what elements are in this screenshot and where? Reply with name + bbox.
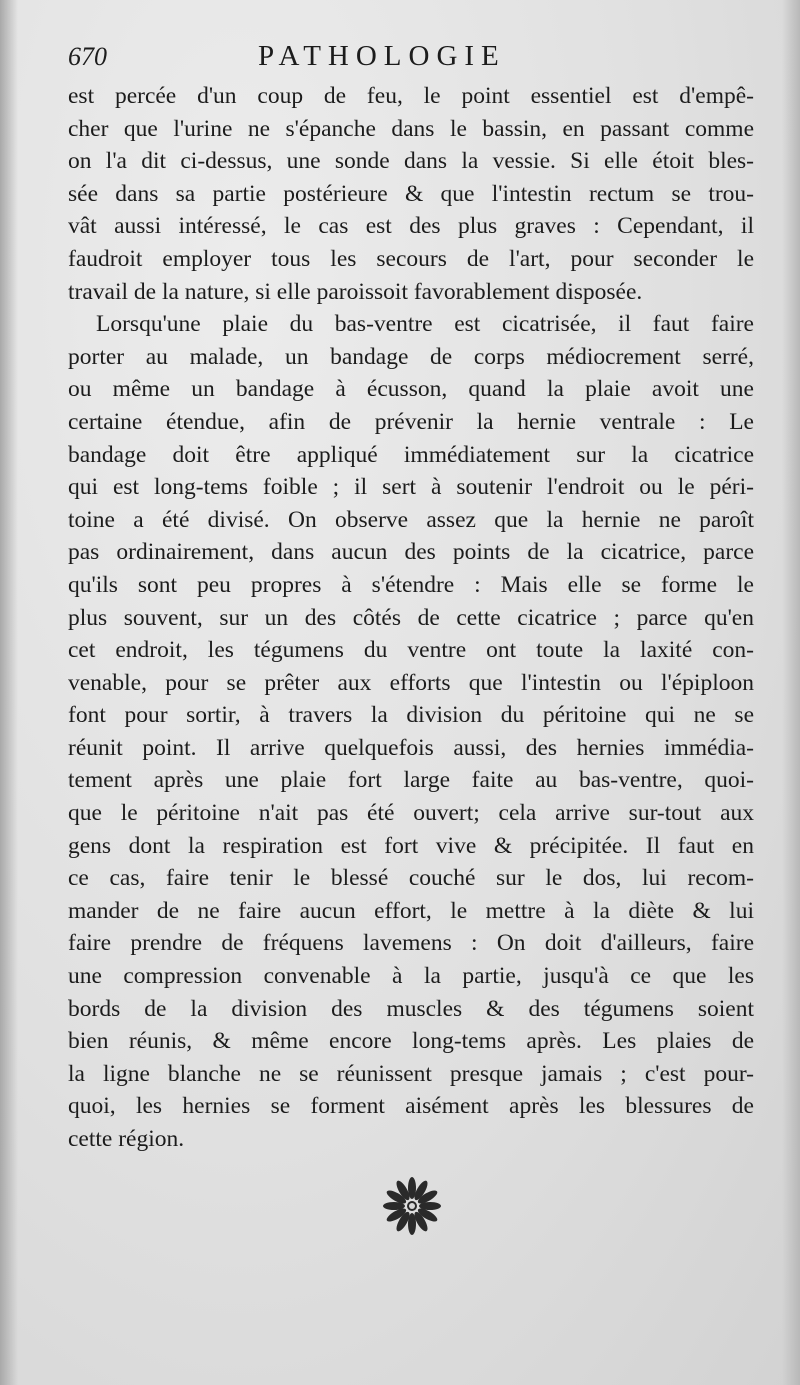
text-line: toine a été divisé. On observe assez que la hernie ne paroît bbox=[68, 506, 754, 533]
text-line: plus souvent, sur un des côtés de cette cicatrice ; parce qu'en bbox=[68, 604, 754, 631]
text-line: sée dans sa partie postérieure & que l'intestin rectum se trou- bbox=[68, 180, 754, 207]
text-line: une compression convenable à la partie, jusqu'à ce que les bbox=[68, 963, 754, 990]
text-line: vât aussi intéressé, le cas est des plus graves : Cependant, il bbox=[68, 213, 754, 240]
floral-ornament-icon bbox=[380, 1174, 444, 1238]
page-number: 670 bbox=[68, 42, 107, 71]
text-line: cher que l'urine ne s'épanche dans le bassin, en passant comme bbox=[68, 115, 754, 142]
text-line: réunit point. Il arrive quelquefois aussi, des hernies immédia- bbox=[68, 734, 754, 761]
text-line: porter au malade, un bandage de corps médiocrement serré, bbox=[68, 343, 754, 370]
text-line: Lorsqu'une plaie du bas-ventre est cicatrisée, il faut faire bbox=[96, 311, 754, 338]
text-line: gens dont la respiration est fort vive & précipitée. Il faut en bbox=[68, 832, 754, 859]
page-gutter-shadow bbox=[0, 0, 18, 1385]
text-line: travail de la nature, si elle paroissoit favorablement disposée. bbox=[68, 278, 643, 305]
text-line: certaine étendue, afin de prévenir la hernie ventrale : Le bbox=[68, 408, 754, 435]
page-edge-shadow bbox=[782, 0, 800, 1385]
text-line: mander de ne faire aucun effort, le mettre à la diète & lui bbox=[68, 897, 754, 924]
text-line: cette région. bbox=[68, 1126, 185, 1152]
text-line: bords de la division des muscles & des tégumens soient bbox=[68, 995, 754, 1022]
text-line: cet endroit, les tégumens du ventre ont toute la laxité con- bbox=[68, 637, 754, 664]
text-line: ou même un bandage à écusson, quand la plaie avoit une bbox=[68, 376, 754, 403]
text-line: pas ordinairement, dans aucun des points de la cicatrice, parce bbox=[68, 539, 754, 566]
text-line: que le péritoine n'ait pas été ouvert; cela arrive sur-tout aux bbox=[68, 800, 754, 827]
text-line: qu'ils sont peu propres à s'étendre : Mais elle se forme le bbox=[68, 571, 754, 598]
text-line: venable, pour se prêter aux efforts que l'intestin ou l'épiploon bbox=[68, 669, 754, 696]
body-text bbox=[68, 80, 754, 1156]
text-line: est percée d'un coup de feu, le point essentiel est d'empê- bbox=[68, 83, 754, 109]
text-line: ce cas, faire tenir le blessé couché sur le dos, lui recom- bbox=[68, 865, 754, 892]
text-line: font pour sortir, à travers la division du péritoine qui ne se bbox=[68, 702, 754, 729]
text-line: la ligne blanche ne se réunissent presque jamais ; c'est pour- bbox=[68, 1060, 754, 1087]
text-line: faudroit employer tous les secours de l'art, pour seconder le bbox=[68, 245, 754, 272]
text-line: on l'a dit ci-dessus, une sonde dans la vessie. Si elle étoit bles- bbox=[68, 148, 754, 175]
text-line: bandage doit être appliqué immédiatement sur la cicatrice bbox=[68, 441, 754, 468]
text-line: quoi, les hernies se forment aisément après les blessures de bbox=[68, 1093, 754, 1120]
text-line: faire prendre de fréquens lavemens : On doit d'ailleurs, faire bbox=[68, 930, 754, 957]
running-head bbox=[68, 38, 758, 78]
text-line: bien réunis, & même encore long-tems après. Les plaies de bbox=[68, 1028, 754, 1055]
text-line: tement après une plaie fort large faite au bas-ventre, quoi- bbox=[68, 767, 754, 794]
page-title: PATHOLOGIE bbox=[258, 40, 506, 72]
text-line: qui est long-tems foible ; il sert à soutenir l'endroit ou le péri- bbox=[68, 474, 754, 501]
